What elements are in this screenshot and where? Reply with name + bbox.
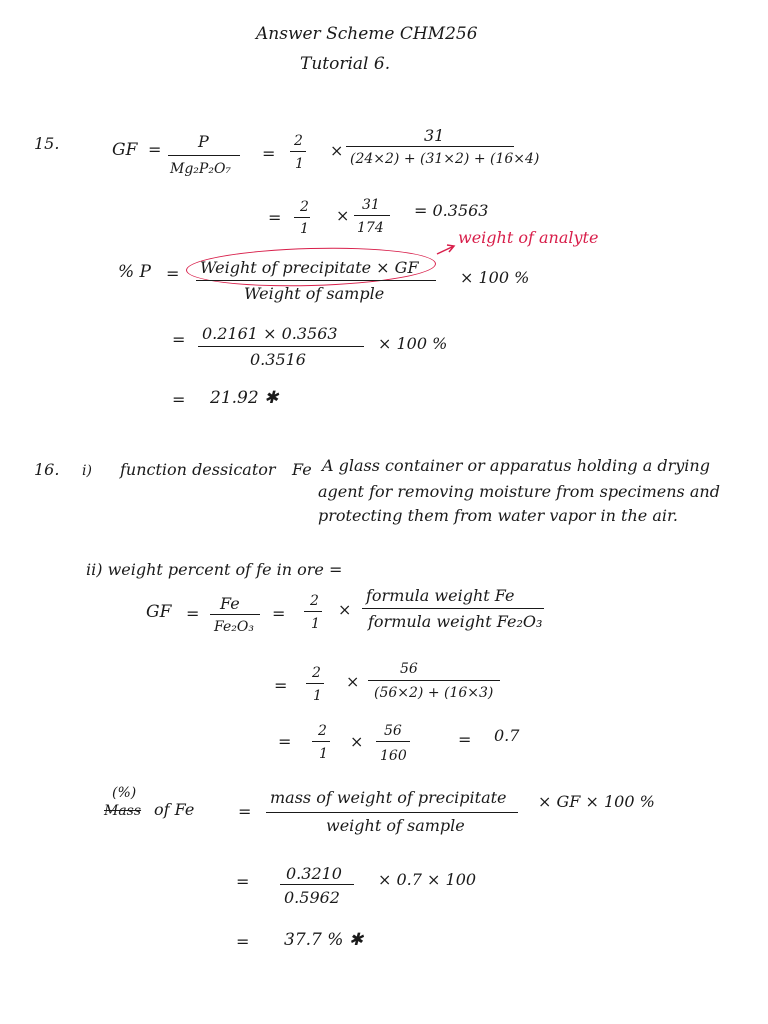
q15-step2-denominator: 174 (357, 220, 384, 236)
page-subtitle: Tutorial 6. (300, 54, 391, 74)
q15-pct-denominator: Weight of sample (244, 284, 385, 303)
q16-s5-denominator: 0.5962 (284, 888, 340, 907)
q16-coef-bar (304, 611, 322, 612)
q15-step2-numerator: 31 (362, 197, 380, 213)
q15-step2-times: × (336, 206, 350, 225)
q16-part-i: i) (82, 463, 92, 479)
q16-s5-multiplier: × 0.7 × 100 (378, 870, 477, 889)
q16-answer: 37.7 % ✱ (284, 930, 364, 950)
q16-s3-bar (376, 741, 410, 742)
annotation-arrow-icon (436, 242, 456, 256)
q16-s2-coef-bar (306, 683, 324, 684)
q15-step4-equals: = (172, 330, 186, 349)
q16-i-def-line-1: A glass container or apparatus holding a drying (322, 456, 710, 475)
q16-pct-multiplier: × GF × 100 % (538, 792, 655, 811)
q15-step2-coef-bar (294, 217, 310, 218)
q15-frac2-bar (346, 146, 514, 147)
q16-i-def-line-2: agent for removing moisture from specimens and (318, 482, 720, 501)
q15-pct-equals: = (166, 264, 180, 283)
q16-pct-bar (266, 812, 518, 813)
q16-s3-coef-denominator: 1 (319, 746, 328, 762)
q16-pct-struck-word: Mass (104, 803, 142, 819)
q16-i-label: function dessicator (120, 460, 276, 479)
q15-pct-label: % P (118, 262, 151, 282)
q15-coef-bar (290, 151, 306, 152)
q16-times: × (338, 600, 352, 619)
q16-equals-2: = (272, 604, 286, 623)
q15-frac2-denominator: (24×2) + (31×2) + (16×4) (350, 151, 540, 167)
q16-s2-denominator: (56×2) + (16×3) (374, 685, 494, 701)
q15-step4-multiplier: × 100 % (378, 334, 448, 353)
q16-s2-times: × (346, 672, 360, 691)
q15-step4-denominator: 0.3516 (250, 350, 306, 369)
q15-coef-numerator: 2 (294, 133, 303, 149)
q15-frac1-bar (168, 155, 240, 156)
q16-final-equals: = (236, 932, 250, 951)
q16-s3-equals: = (278, 732, 292, 751)
q16-frac1-numerator: Fe (220, 594, 240, 613)
q16-frac2-bar (362, 608, 544, 609)
q16-pct-equals: = (238, 802, 252, 821)
q16-gf-equals: = (186, 604, 200, 623)
q15-equals: = (148, 140, 162, 159)
q16-s2-numerator: 56 (400, 661, 418, 677)
q16-frac2-numerator: formula weight Fe (366, 586, 515, 605)
page-title: Answer Scheme CHM256 (256, 24, 478, 44)
q16-s2-coef-denominator: 1 (313, 688, 322, 704)
q16-s3-coef-bar (312, 741, 330, 742)
q16-number: 16. (34, 460, 60, 479)
q16-s2-equals: = (274, 676, 288, 695)
q16-s3-denominator: 160 (380, 748, 407, 764)
q16-i-def-line-3: protecting them from water vapor in the air. (318, 506, 678, 525)
q15-step2-coef-numerator: 2 (300, 199, 309, 215)
q16-gf-label: GF (146, 602, 172, 622)
q15-pct-multiplier: × 100 % (460, 268, 530, 287)
q16-s5-numerator: 0.3210 (286, 864, 342, 883)
q15-step2-equals: = (268, 208, 282, 227)
q16-coef-numerator: 2 (310, 593, 319, 609)
q15-final-equals: = (172, 390, 186, 409)
q16-pct-numerator: mass of weight of precipitate (270, 788, 507, 807)
q16-s3-times: × (350, 732, 364, 751)
q15-number: 15. (34, 134, 60, 153)
q15-frac1-denominator: Mg₂P₂O₇ (170, 161, 232, 177)
q15-answer: 21.92 ✱ (210, 388, 279, 408)
q15-step2-coef-denominator: 1 (300, 221, 309, 237)
q15-step4-numerator: 0.2161 × 0.3563 (202, 324, 338, 343)
q16-s5-equals: = (236, 872, 250, 891)
q15-frac2-numerator: 31 (424, 126, 445, 145)
q16-s2-coef-numerator: 2 (312, 665, 321, 681)
q15-annotation-text: weight of analyte (458, 228, 599, 247)
q16-s3-result: 0.7 (494, 726, 520, 745)
q16-frac1-bar (210, 614, 260, 615)
q16-part-ii: ii) weight percent of fe in ore = (86, 560, 343, 579)
q16-s3-numerator: 56 (384, 723, 402, 739)
q16-pct-denominator: weight of sample (326, 816, 465, 835)
q15-gf-label: GF (112, 140, 138, 160)
q15-step2-bar (354, 215, 390, 216)
q16-pct-of-fe: of Fe (154, 800, 195, 819)
q15-pct-numerator: Weight of precipitate × GF (200, 258, 419, 277)
q16-s3-coef-numerator: 2 (318, 723, 327, 739)
q16-frac2-denominator: formula weight Fe₂O₃ (368, 612, 543, 631)
q15-equals-2: = (262, 144, 276, 163)
q16-frac1-denominator: Fe₂O₃ (214, 619, 254, 635)
q15-step4-bar (198, 346, 364, 347)
q16-i-equals: Fe (292, 460, 312, 479)
q16-s3-equals-2: = (458, 730, 472, 749)
q15-coef-denominator: 1 (295, 156, 304, 172)
q15-pct-bar (196, 280, 436, 281)
q15-step2-result: = 0.3563 (414, 201, 489, 220)
q16-coef-denominator: 1 (311, 616, 320, 632)
q16-pct-label: (%) (112, 785, 137, 801)
q16-s2-bar (368, 680, 500, 681)
q15-times: × (330, 141, 344, 160)
q15-frac1-numerator: P (198, 132, 209, 151)
q16-s5-bar (280, 884, 354, 885)
